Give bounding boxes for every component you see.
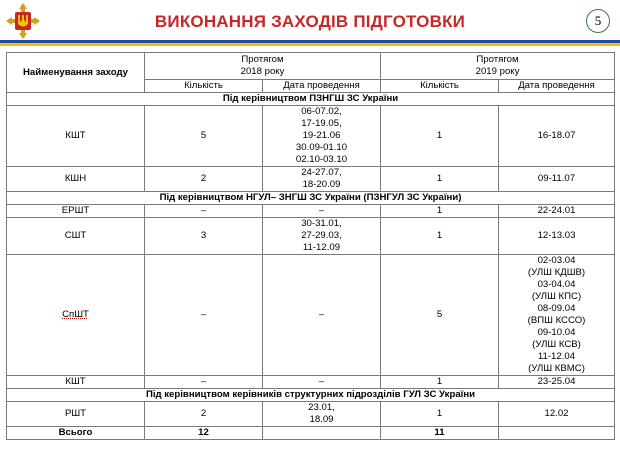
slide-header [0, 0, 620, 46]
cell-count-2019: 1 [381, 106, 499, 167]
cell-count-2019: 1 [381, 218, 499, 255]
section-row [7, 192, 615, 205]
total-label: Всього [7, 427, 145, 440]
cell-name: КШТ [7, 376, 145, 389]
table-row [7, 255, 615, 376]
table-row [7, 402, 615, 427]
training-table [6, 52, 615, 440]
cell-count-2019: 5 [381, 255, 499, 376]
subheader-count-2019: Кількість [381, 80, 499, 93]
cell-count-2018: 5 [145, 106, 263, 167]
cell-date-2019: 02-03.04 (УЛШ КДШВ) 03-04.04 (УЛШ КПС) 08-09.04 (ВПШ КССО) 09-10.04 (УЛШ КСВ) 11-12.04 (УЛШ КВМС) [499, 255, 615, 376]
cell-name: КШТ [7, 106, 145, 167]
cell-date-2018: 30-31.01, 27-29.03, 11-12.09 [263, 218, 381, 255]
col-header-2018: Протягом 2018 року [145, 53, 381, 80]
cell-count-2018: – [145, 205, 263, 218]
cell-date-2018: – [263, 376, 381, 389]
cell-date-2018: – [263, 255, 381, 376]
page-number-badge: 5 [586, 9, 610, 33]
table-row [7, 167, 615, 192]
total-row [7, 427, 615, 440]
cell-count-2019: 1 [381, 376, 499, 389]
total-date-2018 [263, 427, 381, 440]
section-row [7, 93, 615, 106]
cell-name: ЕРШТ [7, 205, 145, 218]
cell-date-2018: 24-27.07, 18-20.09 [263, 167, 381, 192]
cell-name: СпШТ [7, 255, 145, 376]
total-date-2019 [499, 427, 615, 440]
cell-count-2018: 2 [145, 402, 263, 427]
cell-count-2018: – [145, 376, 263, 389]
col-header-2019: Протягом 2019 року [381, 53, 615, 80]
section-title: Під керівництвом НГУЛ– ЗНГШ ЗС України (ПЗНГУЛ ЗС України) [7, 192, 615, 205]
section-row [7, 389, 615, 402]
cell-count-2018: – [145, 255, 263, 376]
table-row [7, 106, 615, 167]
cell-count-2019: 1 [381, 402, 499, 427]
table-row [7, 376, 615, 389]
cell-date-2018: 06-07.02, 17-19.05, 19-21.06 30.09-01.10 02.10-03.10 [263, 106, 381, 167]
total-count-2018: 12 [145, 427, 263, 440]
section-title: Під керівництвом ПЗНГШ ЗС України [7, 93, 615, 106]
table-row [7, 205, 615, 218]
cell-count-2018: 2 [145, 167, 263, 192]
cell-count-2019: 1 [381, 167, 499, 192]
cell-date-2018: – [263, 205, 381, 218]
subheader-count-2018: Кількість [145, 80, 263, 93]
page-title: ВИКОНАННЯ ЗАХОДІВ ПІДГОТОВКИ [154, 12, 466, 31]
cell-date-2018: 23.01, 18.09 [263, 402, 381, 427]
cell-date-2019: 16-18.07 [499, 106, 615, 167]
cell-date-2019: 23-25.04 [499, 376, 615, 389]
cell-date-2019: 09-11.07 [499, 167, 615, 192]
cell-name: СШТ [7, 218, 145, 255]
table-header-row [7, 53, 615, 80]
section-title: Під керівництвом керівників структурних підрозділів ГУЛ ЗС України [7, 389, 615, 402]
cell-count-2018: 3 [145, 218, 263, 255]
subheader-date-2018: Дата проведення [263, 80, 381, 93]
cell-name: РШТ [7, 402, 145, 427]
table-row [7, 218, 615, 255]
cell-count-2019: 1 [381, 205, 499, 218]
total-count-2019: 11 [381, 427, 499, 440]
subheader-date-2019: Дата проведення [499, 80, 615, 93]
header-stripe-yellow [0, 43, 620, 46]
cell-date-2019: 12-13.03 [499, 218, 615, 255]
col-header-name: Найменування заходу [7, 53, 145, 93]
cell-date-2019: 22-24.01 [499, 205, 615, 218]
cell-date-2019: 12.02 [499, 402, 615, 427]
cell-name: КШН [7, 167, 145, 192]
